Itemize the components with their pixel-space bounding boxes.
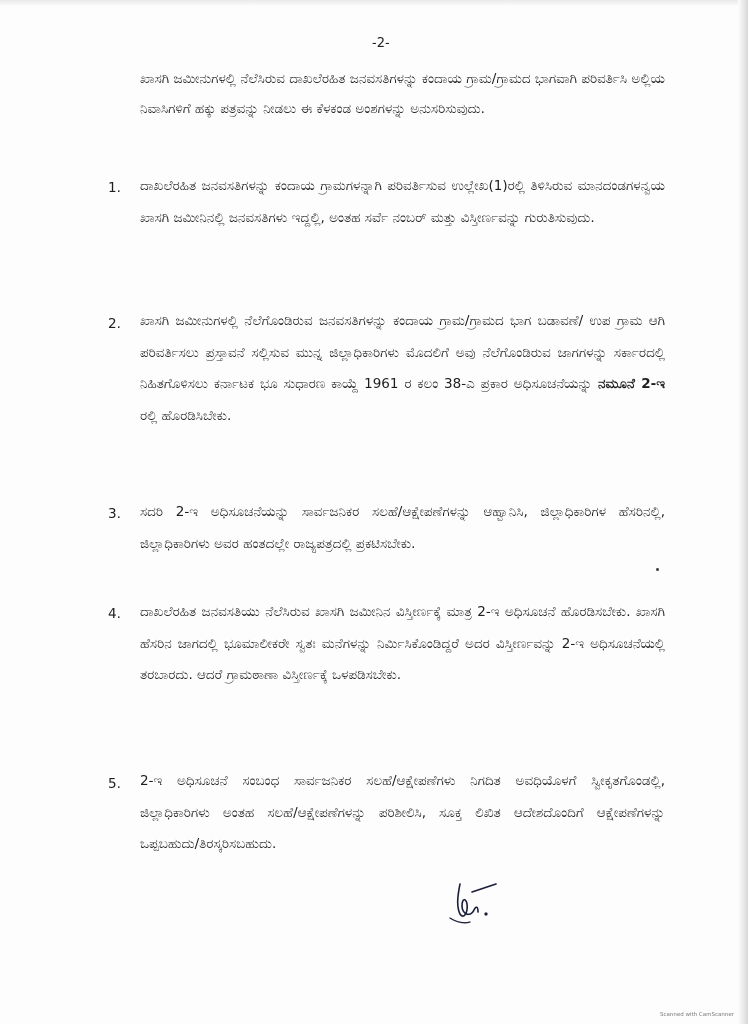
scan-edge-top: [0, 0, 748, 6]
item-number-4: 4.: [108, 606, 121, 622]
item-text-1: ದಾಖಲೆರಹಿತ ಜನವಸತಿಗಳನ್ನು ಕಂದಾಯ ಗ್ರಾಮಗಳನ್ನಾಗಿ ಪರಿವರ್ತಿಸುವ ಉಲ್ಲೇಖ(1)ರಲ್ಲಿ ತಿಳಿಸಿರುವ ಮಾನದಂಡಗಳನ್ವಯ ಖಾಸಗಿ ಜಮೀನಿನಲ್ಲಿ ಜನವಸತಿಗಳು ಇದ್ದಲ್ಲಿ, ಅಂತಹ ಸರ್ವೆ ನಂಬರ್ ಮತ್ತು ವಿಸ್ತೀರ್ಣವನ್ನು ಗುರುತಿಸುವುದು.: [140, 178, 665, 226]
scan-edge-right: [738, 0, 748, 1024]
item-text-3: ಸದರಿ 2-ಇ ಅಧಿಸೂಚನೆಯನ್ನು ಸಾರ್ವಜನಿಕರ ಸಲಹೆ/ಆಕ್ಷೇಪಣೆಗಳನ್ನು ಆಹ್ವಾನಿಸಿ, ಜಿಲ್ಲಾಧಿಕಾರಿಗಳ ಹೆಸರಿನಲ್ಲಿ, ಜಿಲ್ಲಾಧಿಕಾರಿಗಳು ಅವರ ಹಂತದಲ್ಲೇ ರಾಜ್ಯಪತ್ರದಲ್ಲಿ ಪ್ರಕಟಿಸಬೇಕು.: [140, 504, 665, 552]
item-number-2: 2.: [108, 316, 121, 332]
margin-mark: [656, 568, 659, 571]
item-text-4: ದಾಖಲೆರಹಿತ ಜನವಸತಿಯು ನೆಲೆಸಿರುವ ಖಾಸಗಿ ಜಮೀನಿನ ವಿಸ್ತೀರ್ಣಕ್ಕೆ ಮಾತ್ರ 2-ಇ ಅಧಿಸೂಚನೆ ಹೊರಡಿಸಬೇಕು. ಖಾಸಗಿ ಹೆಸರಿನ ಜಾಗದಲ್ಲಿ ಭೂಮಾಲೀಕರೇ ಸ್ವತಃ ಮನೆಗಳನ್ನು ನಿರ್ಮಿಸಿಕೊಂಡಿದ್ದರೆ ಅದರ ವಿಸ್ತೀರ್ಣವನ್ನು 2-ಇ ಅಧಿಸೂಚನೆಯಲ್ಲಿ ತರಬಾರದು. ಆದರೆ ಗ್ರಾಮಠಾಣಾ ವಿಸ್ತೀರ್ಣಕ್ಕೆ ಒಳಪಡಿಸಬೇಕು.: [140, 604, 665, 683]
page-number: -2-: [372, 36, 390, 51]
item-text-2: [140, 306, 665, 432]
item-text-5: 2-ಇ ಅಧಿಸೂಚನೆ ಸಂಬಂಧ ಸಾರ್ವಜನಿಕರ ಸಲಹೆ/ಆಕ್ಷೇಪಣೆಗಳು ನಿಗದಿತ ಅವಧಿಯೊಳಗೆ ಸ್ವೀಕೃತಗೊಂಡಲ್ಲಿ, ಜಿಲ್ಲಾಧಿಕಾರಿಗಳು ಅಂತಹ ಸಲಹೆ/ಆಕ್ಷೇಪಣೆಗಳನ್ನು ಪರಿಶೀಲಿಸಿ, ಸೂಕ್ತ ಲಿಖಿತ ಆದೇಶದೊಂದಿಗೆ ಆಕ್ಷೇಪಣೆಗಳನ್ನು ಒಪ್ಪಬಹುದು/ತಿರಸ್ಕರಿಸಬಹುದು.: [140, 773, 665, 852]
handwritten-signature: [438, 878, 518, 930]
item-number-3: 3.: [108, 506, 121, 522]
intro-paragraph: ಖಾಸಗಿ ಜಮೀನುಗಳಲ್ಲಿ ನೆಲೆಸಿರುವ ದಾಖಲೆರಹಿತ ಜನವಸತಿಗಳನ್ನು ಕಂದಾಯ ಗ್ರಾಮ/ಗ್ರಾಮದ ಭಾಗವಾಗಿ ಪರಿವರ್ತಿಸಿ ಅಲ್ಲಿಯ ನಿವಾಸಿಗಳಿಗೆ ಹಕ್ಕು ಪತ್ರವನ್ನು ನೀಡಲು ಈ ಕೆಳಕಂಡ ಅಂಶಗಳನ್ನು ಅನುಸರಿಸುವುದು.: [140, 71, 665, 117]
scanner-watermark: Scanned with CamScanner: [660, 1012, 734, 1018]
item-number-5: 5.: [108, 776, 121, 792]
item-text-2-part-a: ಖಾಸಗಿ ಜಮೀನುಗಳಲ್ಲಿ ನೆಲೆಗೊಂಡಿರುವ ಜನವಸತಿಗಳನ್ನು ಕಂದಾಯ ಗ್ರಾಮ/ಗ್ರಾಮದ ಭಾಗ ಬಡಾವಣೆ/ ಉಪ ಗ್ರಾಮ ಆಗಿ ಪರಿವರ್ತಿಸಲು ಪ್ರಸ್ತಾವನೆ ಸಲ್ಲಿಸುವ ಮುನ್ನ ಜಿಲ್ಲಾಧಿಕಾರಿಗಳು ಮೊದಲಿಗೆ ಅವು ನೆಲೆಗೊಂಡಿರುವ ಜಾಗಗಳನ್ನು ಸರ್ಕಾರದಲ್ಲಿ ನಿಹಿತಗೊಳಿಸಲು ಕರ್ನಾಟಕ ಭೂ ಸುಧಾರಣ ಕಾಯ್ದೆ 1961 ರ ಕಲಂ 38-ಎ ಪ್ರಕಾರ ಅಧಿಸೂಚನೆಯನ್ನು: [140, 313, 665, 392]
item-text-2-part-b: ರಲ್ಲಿ ಹೊರಡಿಸಿಬೇಕು.: [140, 407, 232, 424]
item-text-2-bold: ನಮೂನೆ 2-ಇ: [597, 376, 665, 392]
item-number-1: 1.: [108, 180, 121, 196]
